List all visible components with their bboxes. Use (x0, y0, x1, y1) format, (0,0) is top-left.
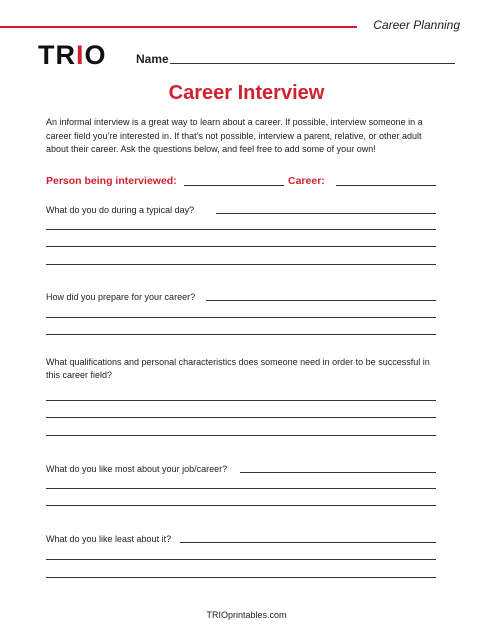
answer-line[interactable] (46, 334, 436, 335)
answer-line[interactable] (46, 317, 436, 318)
category-label: Career Planning (373, 18, 460, 32)
answer-line[interactable] (206, 300, 436, 301)
logo-text-end: O (84, 40, 107, 70)
answer-line[interactable] (46, 559, 436, 560)
question-qualifications: What qualifications and personal characteristics does someone need in order to be successful in this career field? (46, 357, 430, 380)
name-field[interactable] (170, 63, 455, 64)
answer-line[interactable] (46, 417, 436, 418)
interview-details-row (46, 175, 436, 189)
question-preparation: How did you prepare for your career? (46, 292, 196, 302)
trio-logo (38, 40, 107, 71)
answer-line[interactable] (46, 435, 436, 436)
answer-line[interactable] (240, 472, 436, 473)
page-title: Career Interview (168, 82, 325, 104)
answer-line[interactable] (216, 213, 436, 214)
footer-website: TRIOprintables.com (206, 610, 287, 620)
intro-paragraph: An informal interview is a great way to learn about a career. If possible, interview someone in a career field you’re interested in. If that’s not possible, interview a parent, relative, or other adult about their career. Ask the questions below, and feel free to add some of your own! (46, 117, 423, 154)
answer-line[interactable] (46, 246, 436, 247)
answer-line[interactable] (46, 264, 436, 265)
answer-line[interactable] (46, 229, 436, 230)
answer-line[interactable] (180, 542, 436, 543)
answer-line[interactable] (46, 505, 436, 506)
name-label: Name (136, 52, 169, 66)
person-interviewed-field[interactable] (184, 185, 284, 186)
logo-text-accent: I (76, 40, 85, 70)
answer-line[interactable] (46, 488, 436, 489)
question-typical-day: What do you do during a typical day? (46, 205, 195, 215)
question-like-most: What do you like most about your job/career? (46, 464, 228, 474)
answer-line[interactable] (46, 400, 436, 401)
career-field[interactable] (336, 185, 436, 186)
person-interviewed-label: Person being interviewed: (46, 175, 177, 187)
header-rule (0, 26, 357, 28)
question-like-least: What do you like least about it? (46, 534, 172, 544)
career-label: Career: (288, 175, 325, 187)
logo-text-start: TR (38, 40, 76, 70)
answer-line[interactable] (46, 577, 436, 578)
